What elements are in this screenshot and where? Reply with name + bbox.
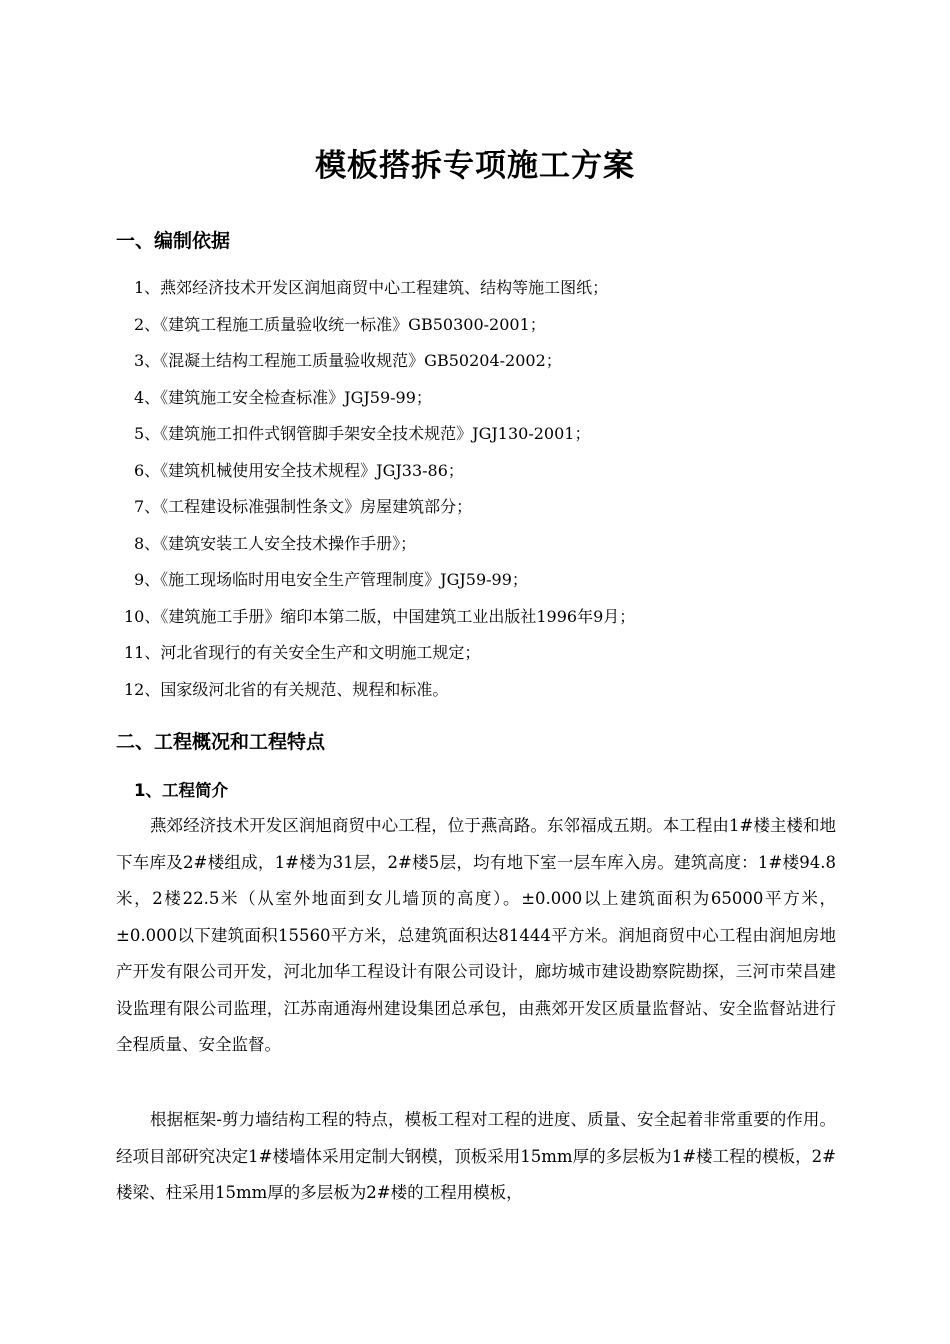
section-heading-basis: 一、编制依据 bbox=[116, 230, 231, 252]
reference-item: 10、《建筑施工手册》缩印本第二版，中国建筑工业出版社1996年9月； bbox=[124, 607, 636, 626]
reference-item: 7、《工程建设标准强制性条文》房屋建筑部分； bbox=[134, 497, 473, 516]
reference-item: 3、《混凝土结构工程施工质量验收规范》GB50204-2002； bbox=[134, 351, 562, 370]
reference-item: 8、《建筑安装工人安全技术操作手册》； bbox=[134, 534, 417, 553]
document-title: 模板搭拆专项施工方案 bbox=[315, 148, 635, 184]
reference-item: 5、《建筑施工扣件式钢管脚手架安全技术规范》JGJ130-2001； bbox=[134, 424, 591, 443]
reference-item: 2、《建筑工程施工质量验收统一标准》GB50300-2001； bbox=[134, 315, 546, 334]
paragraph-project-intro: 燕郊经济技术开发区润旭商贸中心工程，位于燕高路。东邻福成五期。本工程由1#楼主楼和地下车库及2#楼组成，1#楼为31层，2#楼5层，均有地下室一层车库入房。建筑高度：1#楼94.8米，2楼22.5米（从室外地面到女儿墙顶的高度）。±0.000以上建筑面积为65000平方米，±0.000以下建筑面积15560平方米，总建筑面积达81444平方米。润旭商贸中心工程由润旭房地产开发有限公司开发，河北加华工程设计有限公司设计，廊坊城市建设勘察院勘探，三河市荣昌建设监理有限公司监理，江苏南通海州建设集团总承包，由燕郊开发区质量监督站、安全监督站进行全程质量、安全监督。 bbox=[116, 816, 836, 1054]
reference-item: 11、河北省现行的有关安全生产和文明施工规定； bbox=[124, 643, 481, 662]
section-heading-overview: 二、工程概况和工程特点 bbox=[116, 731, 326, 753]
reference-item: 4、《建筑施工安全检查标准》JGJ59-99； bbox=[134, 388, 432, 407]
reference-item: 6、《建筑机械使用安全技术规程》JGJ33-86； bbox=[134, 461, 464, 480]
subsection-heading-intro: 1、工程简介 bbox=[134, 781, 228, 800]
reference-item: 9、《施工现场临时用电安全生产管理制度》JGJ59-99； bbox=[134, 570, 528, 589]
paragraph-formwork-plan: 根据框架-剪力墙结构工程的特点，模板工程对工程的进度、质量、安全起着非常重要的作用。经项目部研究决定1#楼墙体采用定制大钢模，顶板采用15mm厚的多层板为1#楼工程的模板，2#楼梁、柱采用15mm厚的多层板为2#楼的工程用模板， bbox=[116, 1110, 836, 1202]
reference-item: 12、国家级河北省的有关规范、规程和标准。 bbox=[124, 680, 449, 699]
reference-item: 1、燕郊经济技术开发区润旭商贸中心工程建筑、结构等施工图纸； bbox=[134, 278, 609, 297]
